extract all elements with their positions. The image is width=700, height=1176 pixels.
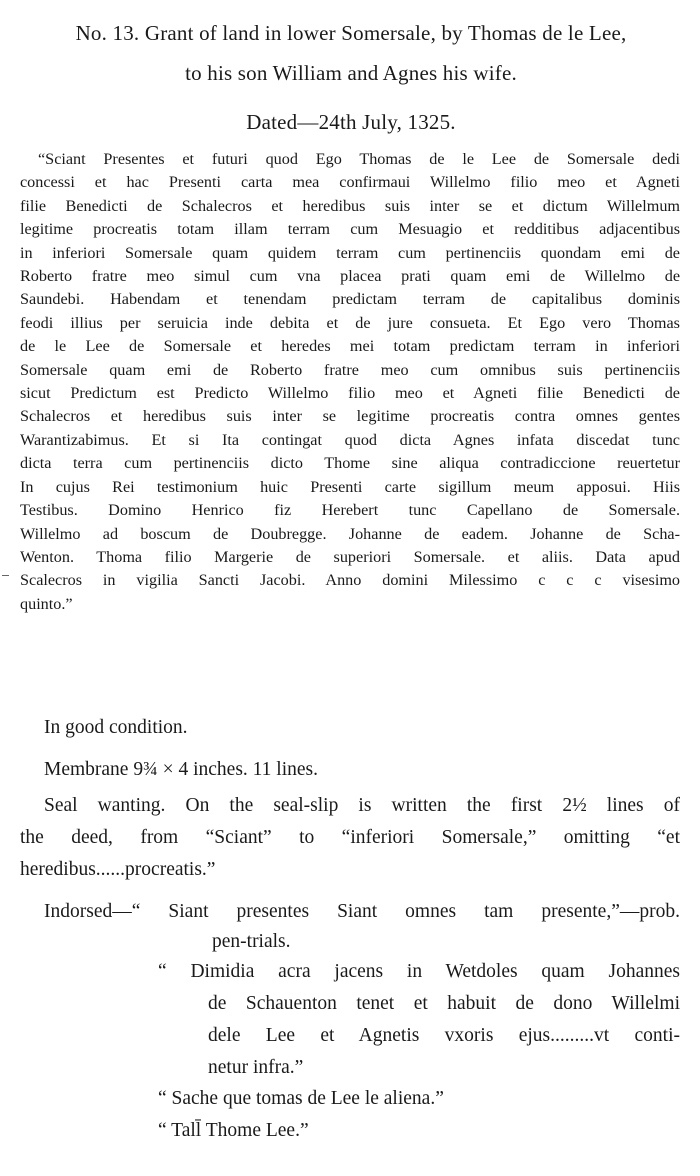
indorsement-2-line: dele Lee et Agnetis vxoris ejus.........vt conti- — [208, 1025, 680, 1046]
indorsement-1: Indorsed—“ Siant presentes Siant omnes tam presente,”—prob. — [44, 901, 680, 922]
deed-text-block — [20, 148, 680, 616]
deed-line: Saundebi. Habendam et tenendam predictam terram de capitalibus dominis — [20, 290, 680, 309]
deed-line: Wenton. Thoma filio Margerie de superiori Somersale. et aliis. Data apud — [20, 547, 680, 566]
deed-line: de le Lee de Somersale et heredes mei totam predictam terram in inferiori — [20, 337, 680, 356]
deed-line: Testibus. Domino Henrico fiz Herebert tunc Capellano de Somersale. — [20, 501, 680, 520]
deed-line: “Sciant Presentes et futuri quod Ego Thomas de le Lee de Somersale dedi — [38, 150, 680, 168]
indorsement-2-line: de Schauenton tenet et habuit de dono Willelmi — [208, 993, 680, 1014]
deed-line: dicta terra cum pertinenciis dicto Thome sine aliqua contradiccione reuertetur — [20, 454, 680, 473]
seal-note-block — [20, 790, 680, 886]
indorsement-4: “ Tall̄ Thome Lee.” — [158, 1120, 309, 1141]
indorsement-2-line: netur infra.” — [208, 1057, 304, 1078]
indorsement-1-continuation: pen-trials. — [212, 931, 291, 952]
indorsement-2-continuation — [208, 988, 680, 1084]
membrane-note: Membrane 9¾ × 4 inches. 11 lines. — [44, 759, 319, 780]
deed-line: Scalecros in vigilia Sancti Jacobi. Anno domini Milessimo c c c visesimo — [20, 571, 680, 590]
deed-line: concessi et hac Presenti carta mea confirmaui Willelmo filio meo et Agneti — [20, 173, 680, 192]
document-title-line-1: No. 13. Grant of land in lower Somersale, by Thomas de le Lee, — [75, 21, 627, 45]
deed-line: in inferiori Somersale quam quidem terram cum pertinenciis quondam emi de — [20, 243, 680, 262]
seal-note-line: the deed, from “Sciant” to “inferiori Somersale,” omitting “et — [20, 827, 680, 848]
deed-line: Somersale quam emi de Roberto fratre meo cum omnibus suis pertinenciis — [20, 360, 680, 379]
condition-note: In good condition. — [44, 717, 188, 738]
deed-line: In cujus Rei testimonium huic Presenti carte sigillum meum apposui. Hiis — [20, 477, 680, 496]
deed-line: Roberto fratre meo simul cum vna placea prati quam emi de Willelmo de — [20, 267, 680, 286]
seal-note-line: heredibus......procreatis.” — [20, 859, 216, 880]
deed-line: Schalecros et heredibus suis inter se legitime procreatis contra omnes gentes — [20, 407, 680, 426]
deed-line: legitime procreatis totam illam terram cum Mesuagio et redditibus adjacentibus — [20, 220, 680, 239]
indorsement-2: “ Dimidia acra jacens in Wetdoles quam Johannes — [158, 961, 680, 982]
deed-line: sicut Predictum est Predicto Willelmo filio meo et Agneti filie Benedicti de — [20, 384, 680, 403]
deed-line: feodi illius per seruicia inde debita et de jure consueta. Et Ego vero Thomas — [20, 313, 680, 332]
seal-note-line: Seal wanting. On the seal-slip is written the first 2½ lines of — [44, 795, 680, 816]
deed-line: filie Benedicti de Schalecros et heredibus suis inter se et dictum Willelmum — [20, 196, 680, 215]
margin-mark — [2, 575, 9, 576]
deed-line: Warantizabimus. Et si Ita contingat quod dicta Agnes infata discedat tunc — [20, 430, 680, 449]
deed-line: Willelmo ad boscum de Doubregge. Johanne de eadem. Johanne de Scha- — [20, 524, 680, 543]
document-date: Dated—24th July, 1325. — [246, 110, 456, 134]
deed-line: quinto.” — [20, 594, 73, 613]
indorsement-3: “ Sache que tomas de Lee le aliena.” — [158, 1088, 444, 1109]
document-title-line-2: to his son William and Agnes his wife. — [185, 61, 517, 85]
